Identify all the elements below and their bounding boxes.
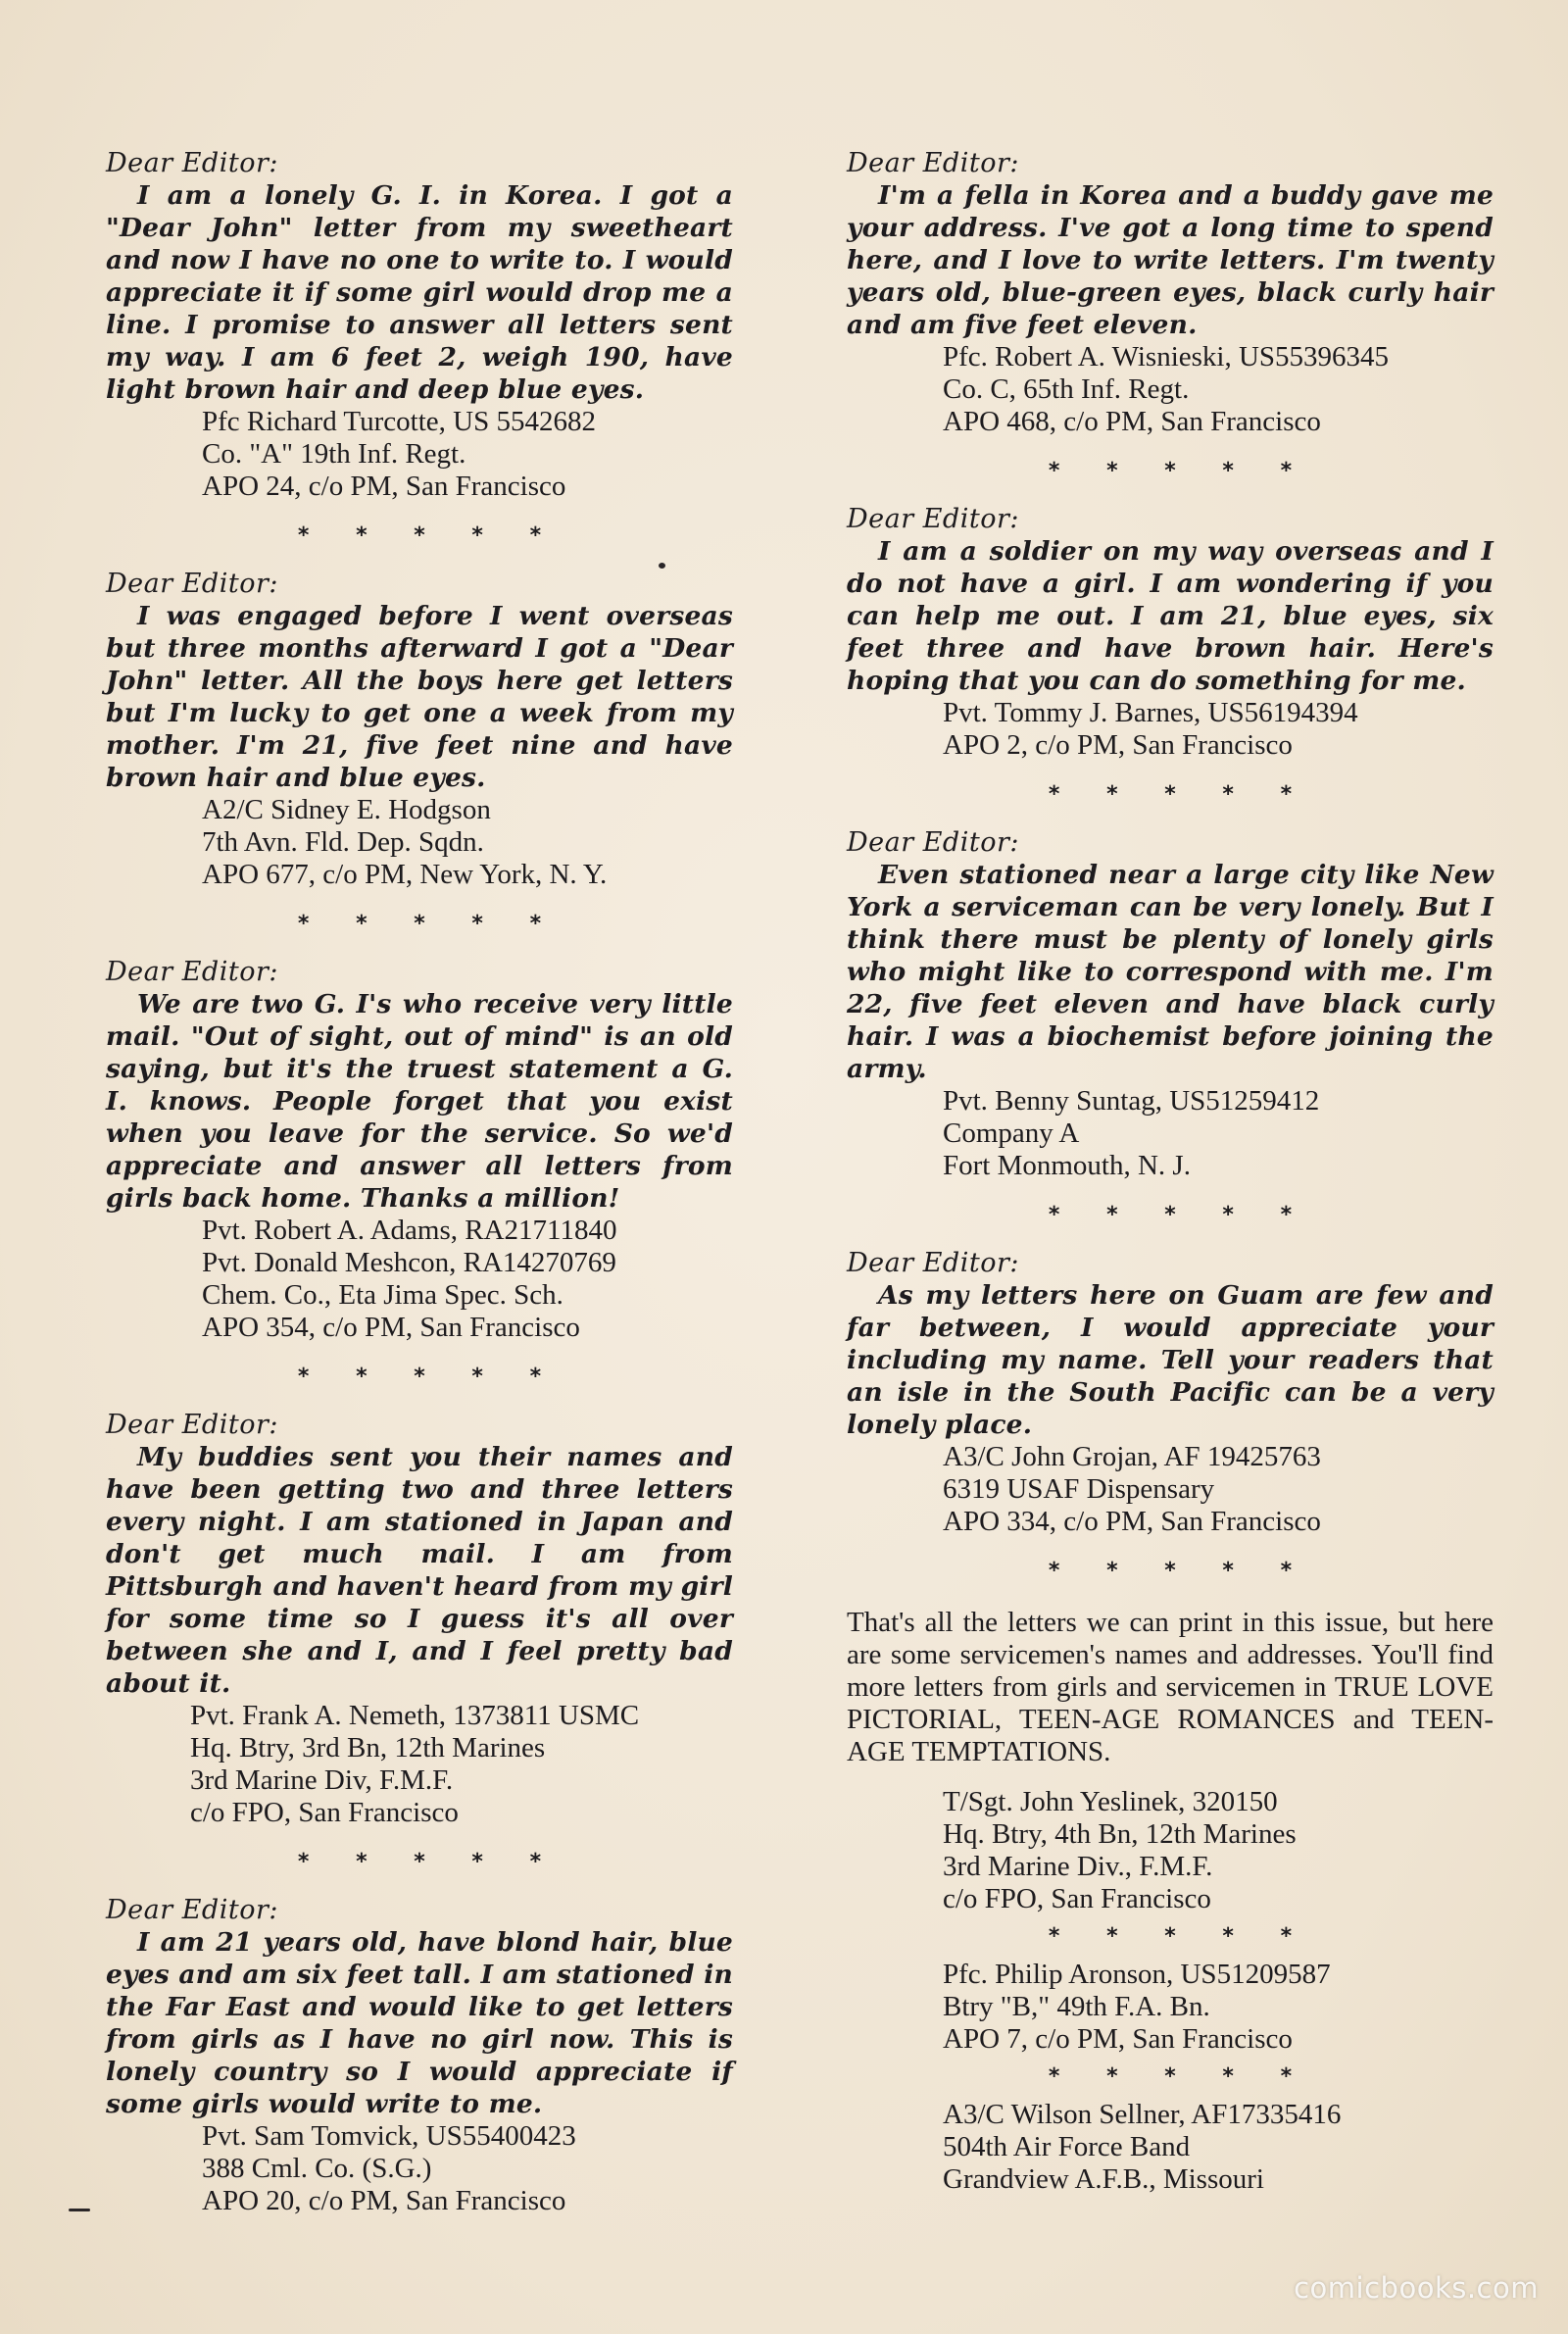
- return-address: [943, 697, 1494, 762]
- star-separator: * * * * *: [1048, 782, 1312, 807]
- address-line: T/Sgt. John Yeslinek, 320150: [943, 1786, 1278, 1817]
- letter-body: I am 21 years old, have blond hair, blue eyes and am six feet tall. I am stationed in the Far East and would like to get letters from girls as I have no girl now. This is lonely country so I would appreciate if some girls would write to me.: [106, 1927, 733, 2119]
- address-line: 3rd Marine Div, F.M.F.: [190, 1764, 454, 1796]
- serviceman-address: [943, 2099, 1494, 2196]
- letter-body: I am a soldier on my way overseas and I do not have a girl. I am wondering if you can help me out. I am 21, blue eyes, six feet three and have brown hair. Here's hoping that you can do something for me.: [847, 536, 1494, 696]
- servicemen-list: [847, 1786, 1494, 2196]
- letter-body: We are two G. I's who receive very little mail. "Out of sight, out of mind" is an old saying, but it's the truest statement a G. I. knows. People forget that you exist when you leave for the service. So we'd appreciate and answer all letters from girls back home. Thanks a million!: [106, 989, 733, 1214]
- letter-nemeth: [106, 1409, 733, 1829]
- address-line: Co. C, 65th Inf. Regt.: [943, 373, 1190, 405]
- address-line: Pvt. Robert A. Adams, RA21711840: [202, 1215, 617, 1246]
- address-line: A3/C John Grojan, AF 19425763: [943, 1441, 1321, 1472]
- address-line: A2/C Sidney E. Hodgson: [202, 794, 491, 825]
- address-line: Chem. Co., Eta Jima Spec. Sch.: [202, 1279, 564, 1311]
- address-line: Pvt. Frank A. Nemeth, 1373811 USMC: [190, 1700, 640, 1731]
- salutation: Dear Editor:: [106, 569, 278, 599]
- star-separator: * * * * *: [297, 523, 562, 548]
- address-line: Fort Monmouth, N. J.: [943, 1150, 1191, 1181]
- address-line: Pfc Richard Turcotte, US 5542682: [202, 406, 596, 437]
- letter-tomvick: [106, 1894, 733, 2217]
- serviceman-address: [943, 1959, 1494, 2056]
- star-separator: * * * * *: [1048, 1924, 1312, 1949]
- address-line: 3rd Marine Div., F.M.F.: [943, 1851, 1213, 1882]
- letter-hodgson: [106, 568, 733, 891]
- address-line: c/o FPO, San Francisco: [190, 1797, 459, 1828]
- return-address: [202, 794, 733, 891]
- address-line: APO 2, c/o PM, San Francisco: [943, 729, 1293, 761]
- salutation: Dear Editor:: [106, 1895, 278, 1925]
- address-line: APO 354, c/o PM, San Francisco: [202, 1312, 580, 1343]
- address-line: 7th Avn. Fld. Dep. Sqdn.: [202, 826, 484, 858]
- star-separator: * * * * *: [297, 912, 562, 936]
- letter-grojan: [847, 1247, 1494, 1538]
- address-line: APO 7, c/o PM, San Francisco: [943, 2023, 1293, 2055]
- address-line: Hq. Btry, 3rd Bn, 12th Marines: [190, 1732, 546, 1763]
- star-separator: * * * * *: [297, 1365, 562, 1389]
- address-line: APO 20, c/o PM, San Francisco: [202, 2185, 566, 2216]
- print-speck: [659, 563, 665, 569]
- address-line: Hq. Btry, 4th Bn, 12th Marines: [943, 1818, 1297, 1850]
- salutation: Dear Editor:: [106, 1410, 278, 1440]
- address-line: c/o FPO, San Francisco: [943, 1883, 1211, 1914]
- address-line: APO 677, c/o PM, New York, N. Y.: [202, 859, 608, 890]
- return-address: [202, 2120, 733, 2217]
- address-line: Company A: [943, 1117, 1080, 1149]
- letter-suntag: [847, 826, 1494, 1182]
- address-line: Co. "A" 19th Inf. Regt.: [202, 438, 466, 470]
- letter-body: I am a lonely G. I. in Korea. I got a "Dear John" letter from my sweetheart and now I have no one to write to. I would appreciate it if some girl would drop me a line. I promise to answer all letters sent my way. I am 6 feet 2, weigh 190, have light brown hair and deep blue eyes.: [106, 180, 733, 405]
- letter-turcotte: [106, 147, 733, 503]
- letter-body: Even stationed near a large city like New York a serviceman can be very lonely. But I think there must be plenty of lonely girls who might like to correspond with me. I'm 22, five feet eleven and have black curly hair. I was a biochemist before joining the army.: [847, 860, 1494, 1084]
- salutation: Dear Editor:: [847, 148, 1019, 178]
- return-address: [943, 341, 1494, 438]
- letter-body: My buddies sent you their names and have been getting two and three letters every night. I am stationed in Japan and don't get much mail. I am from Pittsburgh and haven't heard from my girl for some time so I guess it's all over between she and I, and I feel pretty bad about it.: [106, 1442, 733, 1699]
- star-separator: * * * * *: [1048, 2064, 1312, 2089]
- address-line: 388 Cml. Co. (S.G.): [202, 2153, 432, 2184]
- salutation: Dear Editor:: [106, 148, 278, 178]
- address-line: 6319 USAF Dispensary: [943, 1473, 1215, 1505]
- watermark: comicbooks.com: [1294, 2271, 1539, 2305]
- address-line: Btry "B," 49th F.A. Bn.: [943, 1991, 1210, 2022]
- salutation: Dear Editor:: [847, 827, 1019, 858]
- address-line: APO 334, c/o PM, San Francisco: [943, 1506, 1321, 1537]
- salutation: Dear Editor:: [847, 504, 1019, 534]
- address-line: APO 24, c/o PM, San Francisco: [202, 471, 566, 502]
- right-column: [847, 147, 1494, 2196]
- salutation: Dear Editor:: [106, 957, 278, 987]
- address-line: Pvt. Benny Suntag, US51259412: [943, 1085, 1320, 1117]
- return-address: [190, 1700, 733, 1829]
- letter-body: As my letters here on Guam are few and far between, I would appreciate your including my name. Tell your readers that an isle in the South Pacific can be a very lonely place.: [847, 1280, 1494, 1440]
- star-separator: * * * * *: [1048, 459, 1312, 483]
- address-line: Pvt. Sam Tomvick, US55400423: [202, 2120, 576, 2152]
- return-address: [202, 406, 733, 503]
- address-line: Pvt. Donald Meshcon, RA14270769: [202, 1247, 616, 1278]
- letter-body: I'm a fella in Korea and a buddy gave me your address. I've got a long time to spend here, and I love to write letters. I'm twenty years old, blue-green eyes, black curly hair and am five feet eleven.: [847, 180, 1494, 340]
- letter-adams-meshcon: [106, 956, 733, 1344]
- address-line: 504th Air Force Band: [943, 2131, 1191, 2162]
- address-line: Pvt. Tommy J. Barnes, US56194394: [943, 697, 1358, 728]
- letter-barnes: [847, 503, 1494, 762]
- address-line: Pfc. Robert A. Wisnieski, US55396345: [943, 341, 1390, 372]
- left-column: [106, 147, 733, 2217]
- print-speck: [69, 2209, 90, 2211]
- address-line: APO 468, c/o PM, San Francisco: [943, 406, 1321, 437]
- letter-wisnieski: [847, 147, 1494, 438]
- star-separator: * * * * *: [1048, 1559, 1312, 1583]
- return-address: [943, 1085, 1494, 1182]
- letter-body: I was engaged before I went overseas but three months afterward I got a "Dear John" letter. All the boys here get letters but I'm lucky to get one a week from my mother. I'm 21, five feet nine and have brown hair and blue eyes.: [106, 601, 733, 793]
- return-address: [943, 1441, 1494, 1538]
- closing-paragraph: That's all the letters we can print in this issue, but here are some servicemen's names and addresses. You'll find more letters from girls and servicemen in TRUE LOVE PICTORIAL, TEEN-AGE ROMANCES and TEEN-AGE TEMPTATIONS.: [847, 1607, 1494, 1767]
- serviceman-address: [943, 1786, 1494, 1915]
- address-line: A3/C Wilson Sellner, AF17335416: [943, 2099, 1342, 2130]
- address-line: Pfc. Philip Aronson, US51209587: [943, 1959, 1331, 1990]
- star-separator: * * * * *: [297, 1850, 562, 1874]
- return-address: [202, 1215, 733, 1344]
- star-separator: * * * * *: [1048, 1203, 1312, 1227]
- address-line: Grandview A.F.B., Missouri: [943, 2163, 1264, 2195]
- salutation: Dear Editor:: [847, 1248, 1019, 1278]
